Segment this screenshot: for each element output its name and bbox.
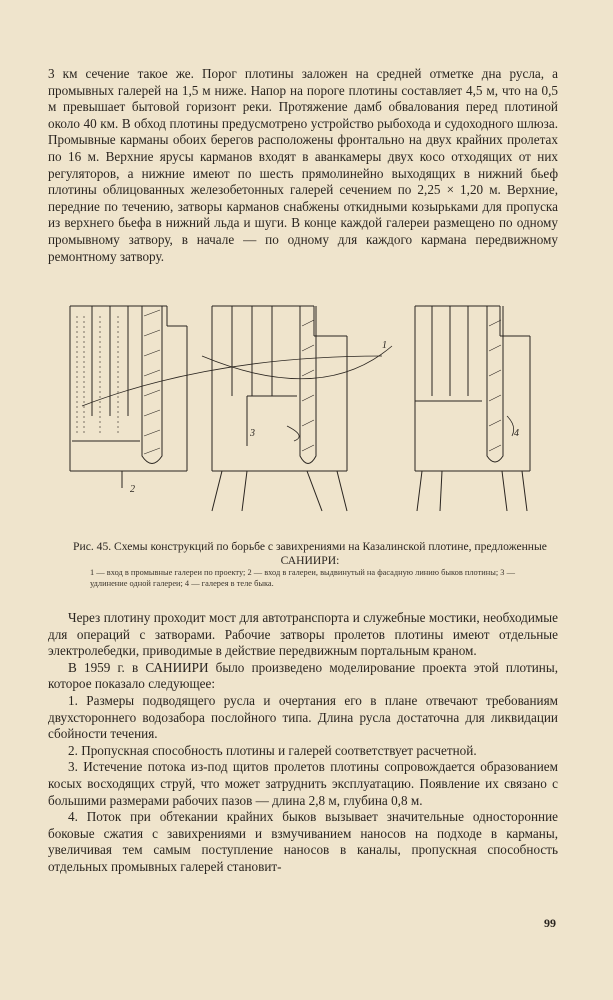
- paragraph: В 1959 г. в САНИИРИ было произведено моделирование проекта этой плотины, которое показало следующее:: [48, 659, 558, 692]
- scheme-3: [415, 306, 530, 511]
- page-number: 99: [544, 916, 556, 930]
- scheme-2: [212, 306, 347, 511]
- figure-45-schemes: [62, 296, 552, 521]
- label-3: 3: [250, 428, 255, 439]
- body-text: [48, 610, 558, 876]
- paragraph: Через плотину проходит мост для автотранспорта и служебные мостики, необходимые для операций с затворами. Рабочие затворы пролетов плотины имеют отдельные электролебедки, приводимые в действие передвижным портальным краном.: [48, 610, 558, 659]
- figure-legend: 1 — вход в промывные галереи по проекту; 2 — вход в галереи, выдвинутый на фасадную линию быков плотины; 3 — удлинение одной галереи; 4 — галерея в теле быка.: [90, 568, 515, 588]
- label-4: 4: [514, 428, 519, 439]
- paragraph: 2. Пропускная способность плотины и галерей соответствует расчетной.: [68, 742, 477, 758]
- paragraph: 4. Поток при обтекании крайних быков вызывает значительные односторонние боковые сжатия с завихрениями и взмучиванием наносов на подходе в карманы, увеличивая тем самым поступление наносов в каналы, пропускная способность отдельных промывных галерей становит-: [48, 809, 558, 874]
- figure-caption: Рис. 45. Схемы конструкций по борьбе с завихрениями на Казалинской плотине, предложенные САНИИРИ:: [73, 540, 547, 567]
- label-1: 1: [382, 340, 387, 351]
- paragraph-intro: 3 км сечение такое же. Порог плотины заложен на средней отметке дна русла, а промывных галерей на 1,5 м ниже. Напор на пороге плотины составляет 4,5 м, что на 0,5 м превышает бытовой горизонт реки. Протяжение дамб обвалования перед плотиной около 40 км. В обход плотины предусмотрено устройство рыбохода и судоходного шлюза. Промывные карманы обоих берегов расположены фронтально на двух крайних пролетах по 16 м. Верхние ярусы карманов входят в аванкамеры двух косо отходящих от них регуляторов, а нижние имеют по шесть прямолинейно выходящих в нижний бьеф плотины облицованных железобетонных галерей сечением по 2,25 × 1,20 м. Верхние, передние по течению, затворы карманов снабжены откидными козырьками для пропуска из верхнего бьефа в нижний льда и шуги. В конце каждой галереи размещено по одному промывному затвору, в начале — по одному для каждого кармана передвижному ремонтному затвору.: [48, 66, 558, 264]
- scheme-1: [70, 306, 187, 488]
- label-2: 2: [130, 484, 135, 495]
- paragraph: 3. Истечение потока из-под щитов пролетов плотины сопровождается образованием косых восходящих струй, что может затруднить эксплуатацию. Появление их связано с большими размерами рабочих пазов — длина 2,8 м, глубина 0,8 м.: [48, 759, 558, 808]
- paragraph: 1. Размеры подводящего русла и очертания его в плане отвечают требованиям двухстороннего водозабора послойного типа. Длина русла достаточна для ликвидации сбойности течения.: [48, 692, 558, 742]
